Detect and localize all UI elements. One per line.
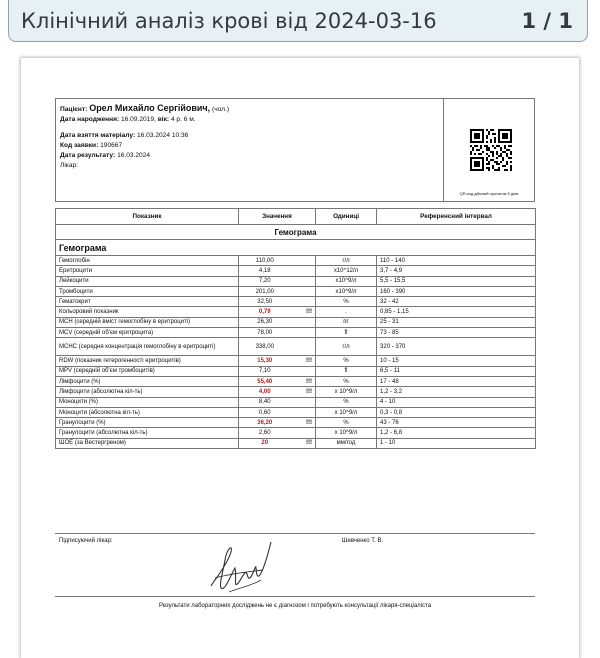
result-reference: 73 - 85 xyxy=(377,328,536,338)
result-value: 7,10 xyxy=(239,366,291,376)
table-row xyxy=(56,387,536,397)
table-row xyxy=(56,256,536,266)
result-unit: x 10^9/л xyxy=(316,407,377,417)
result-flag-mark: !!! xyxy=(291,307,316,317)
sample-date-value: 16.03.2024 10:36 xyxy=(137,132,189,139)
result-value: 78,00 xyxy=(239,328,291,338)
patient-label: Пацієнт: xyxy=(60,106,88,113)
result-flag-mark: !!! xyxy=(291,387,316,397)
result-name: Гранулоцити (абсолютна кіл-ть) xyxy=(56,428,239,438)
result-value: 4,00 xyxy=(239,387,291,397)
document-page xyxy=(21,58,579,658)
result-value: 338,00 xyxy=(239,338,291,356)
page-counter: 1 / 1 xyxy=(521,9,573,33)
result-name: Тромбоцити xyxy=(56,286,239,296)
result-value: 36,20 xyxy=(239,418,291,428)
result-flag-mark xyxy=(291,297,316,307)
result-name: Лімфоцити (абсолютна кіл-ть) xyxy=(56,387,239,397)
result-value: 55,40 xyxy=(239,376,291,386)
table-row xyxy=(56,366,536,376)
sample-date-label: Дата взяття матеріалу: xyxy=(60,132,136,139)
result-reference: 25 - 31 xyxy=(377,317,536,327)
qr-cell xyxy=(443,99,534,201)
result-value: 20 xyxy=(239,438,291,448)
result-name: Моноцити (абсолютна кіл-ть) xyxy=(56,407,239,417)
header-indicator: Показник xyxy=(56,209,239,225)
qr-code-icon xyxy=(470,129,512,171)
result-value: 26,30 xyxy=(239,317,291,327)
result-name: MPV (середній об'єм тромбоцитів) xyxy=(56,366,239,376)
result-flag-mark: !!! xyxy=(291,356,316,366)
result-flag-mark: !!! xyxy=(291,376,316,386)
result-unit: fl xyxy=(316,366,377,376)
table-row xyxy=(56,307,536,317)
result-reference: 0,85 - 1,15 xyxy=(377,307,536,317)
table-row xyxy=(56,317,536,327)
result-name: RDW (показник гетерогенності еритроцитів) xyxy=(56,356,239,366)
table-row xyxy=(56,376,536,386)
result-reference: 1 - 10 xyxy=(377,438,536,448)
results-table xyxy=(55,208,536,449)
result-value: 32,50 xyxy=(239,297,291,307)
result-unit: x10^9/л xyxy=(316,276,377,286)
result-value: 7,20 xyxy=(239,276,291,286)
signing-doctor-name: Шевченко Т. В. xyxy=(342,538,384,544)
header-reference: Референсний інтервал xyxy=(377,209,536,225)
age-label: вік: xyxy=(157,116,170,123)
result-unit: % xyxy=(316,376,377,386)
result-flag-mark xyxy=(291,328,316,338)
table-row xyxy=(56,407,536,417)
dob-label: Дата народження: xyxy=(60,116,120,123)
table-row xyxy=(56,286,536,296)
result-unit: пг xyxy=(316,317,377,327)
result-unit: % xyxy=(316,356,377,366)
result-name: Моноцити (%) xyxy=(56,397,239,407)
result-unit: x10^9/л xyxy=(316,286,377,296)
result-date-label: Дата результату: xyxy=(60,152,116,159)
result-value: 15,30 xyxy=(239,356,291,366)
result-flag-mark xyxy=(291,317,316,327)
result-unit: % xyxy=(316,418,377,428)
patient-info-box xyxy=(55,98,535,202)
header-value: Значення xyxy=(239,209,316,225)
age-value: 4 р. 6 м. xyxy=(170,116,196,123)
result-unit: % xyxy=(316,397,377,407)
header-units: Одиниці xyxy=(316,209,377,225)
result-reference: 6,5 - 11 xyxy=(377,366,536,376)
table-row xyxy=(56,328,536,338)
order-code-label: Код заявки: xyxy=(60,142,99,149)
table-row xyxy=(56,418,536,428)
table-row xyxy=(56,276,536,286)
table-row xyxy=(56,438,536,448)
signature-divider xyxy=(55,533,535,534)
result-flag-mark xyxy=(291,256,316,266)
patient-name: Орел Михайло Сергійович, xyxy=(89,103,211,113)
result-value: 0,79 xyxy=(239,307,291,317)
result-reference: 1,2 - 6,8 xyxy=(377,428,536,438)
patient-sex: (чол.) xyxy=(212,106,230,113)
result-flag-mark xyxy=(291,407,316,417)
result-unit: x 10^9/л xyxy=(316,387,377,397)
result-value: 2,60 xyxy=(239,428,291,438)
result-reference: 1,2 - 3,2 xyxy=(377,387,536,397)
result-date-value: 16.03.2024 xyxy=(117,152,151,159)
result-reference: 43 - 76 xyxy=(377,418,536,428)
patient-details xyxy=(60,103,229,171)
result-flag-mark xyxy=(291,338,316,356)
table-row xyxy=(56,338,536,356)
document-viewer-header xyxy=(8,0,588,42)
result-reference: 110 - 140 xyxy=(377,256,536,266)
table-row xyxy=(56,397,536,407)
result-value: 110,00 xyxy=(239,256,291,266)
result-unit: . xyxy=(316,307,377,317)
table-header-row xyxy=(56,209,536,225)
section-row xyxy=(56,225,536,240)
result-unit: мм/год xyxy=(316,438,377,448)
result-reference: 4 - 10 xyxy=(377,397,536,407)
section-title: Гемограма xyxy=(56,225,536,240)
result-reference: 3,7 - 4,9 xyxy=(377,266,536,276)
table-row xyxy=(56,356,536,366)
result-name: MCH (середній вміст гемоглобіну в еритроциті) xyxy=(56,317,239,327)
result-flag-mark: !!! xyxy=(291,438,316,448)
order-code-value: 190667 xyxy=(100,142,123,149)
result-name: Еритроцити xyxy=(56,266,239,276)
result-name: Лейкоцити xyxy=(56,276,239,286)
result-reference: 17 - 48 xyxy=(377,376,536,386)
result-flag-mark xyxy=(291,428,316,438)
result-reference: 32 - 42 xyxy=(377,297,536,307)
group-row xyxy=(56,240,536,256)
result-reference: 5,5 - 15,5 xyxy=(377,276,536,286)
result-name: MCV (середній об'єм еритроцита) xyxy=(56,328,239,338)
result-unit: г/л xyxy=(316,256,377,266)
result-unit: x 10^9/л xyxy=(316,428,377,438)
result-reference: 0,3 - 0,8 xyxy=(377,407,536,417)
result-flag-mark: !!! xyxy=(291,418,316,428)
result-reference: 10 - 15 xyxy=(377,356,536,366)
group-title: Гемограма xyxy=(56,240,536,256)
result-value: 4,18 xyxy=(239,266,291,276)
result-name: Лімфоцити (%) xyxy=(56,376,239,386)
result-flag-mark xyxy=(291,286,316,296)
result-name: Гемоглобін xyxy=(56,256,239,266)
result-value: 201,00 xyxy=(239,286,291,296)
result-reference: 160 - 390 xyxy=(377,286,536,296)
result-flag-mark xyxy=(291,397,316,407)
result-flag-mark xyxy=(291,266,316,276)
result-name: Гранулоцити (%) xyxy=(56,418,239,428)
footer-divider xyxy=(55,596,535,597)
result-value: 8,40 xyxy=(239,397,291,407)
result-flag-mark xyxy=(291,276,316,286)
result-unit: fl xyxy=(316,328,377,338)
handwritten-signature xyxy=(205,534,275,598)
doctor-label: Лікар: xyxy=(60,162,78,169)
result-unit: г/л xyxy=(316,338,377,356)
result-name: Кольоровий показник xyxy=(56,307,239,317)
result-unit: x10^12/л xyxy=(316,266,377,276)
result-flag-mark xyxy=(291,366,316,376)
result-reference: 320 - 370 xyxy=(377,338,536,356)
result-name: MCHC (середня концентрація гемоглобіну в еритроциті) xyxy=(56,338,239,356)
dob-value: 16.09.2019, xyxy=(121,116,156,123)
table-row xyxy=(56,428,536,438)
table-row xyxy=(56,266,536,276)
result-name: ШОЕ (за Вестергреном) xyxy=(56,438,239,448)
qr-caption: QR-код дійсний протягом 5 днів xyxy=(459,191,519,196)
result-name: Гематокрит xyxy=(56,297,239,307)
result-unit: % xyxy=(316,297,377,307)
document-title: Клінічний аналіз крові від 2024-03-16 xyxy=(21,9,437,33)
disclaimer-footnote: Результати лабораторних досліджень не є діагнозом і потребують консультації лікаря-спеціаліста xyxy=(158,603,432,609)
table-row xyxy=(56,297,536,307)
result-value: 0,60 xyxy=(239,407,291,417)
signing-doctor-label: Підписуючий лікар: xyxy=(59,538,113,544)
